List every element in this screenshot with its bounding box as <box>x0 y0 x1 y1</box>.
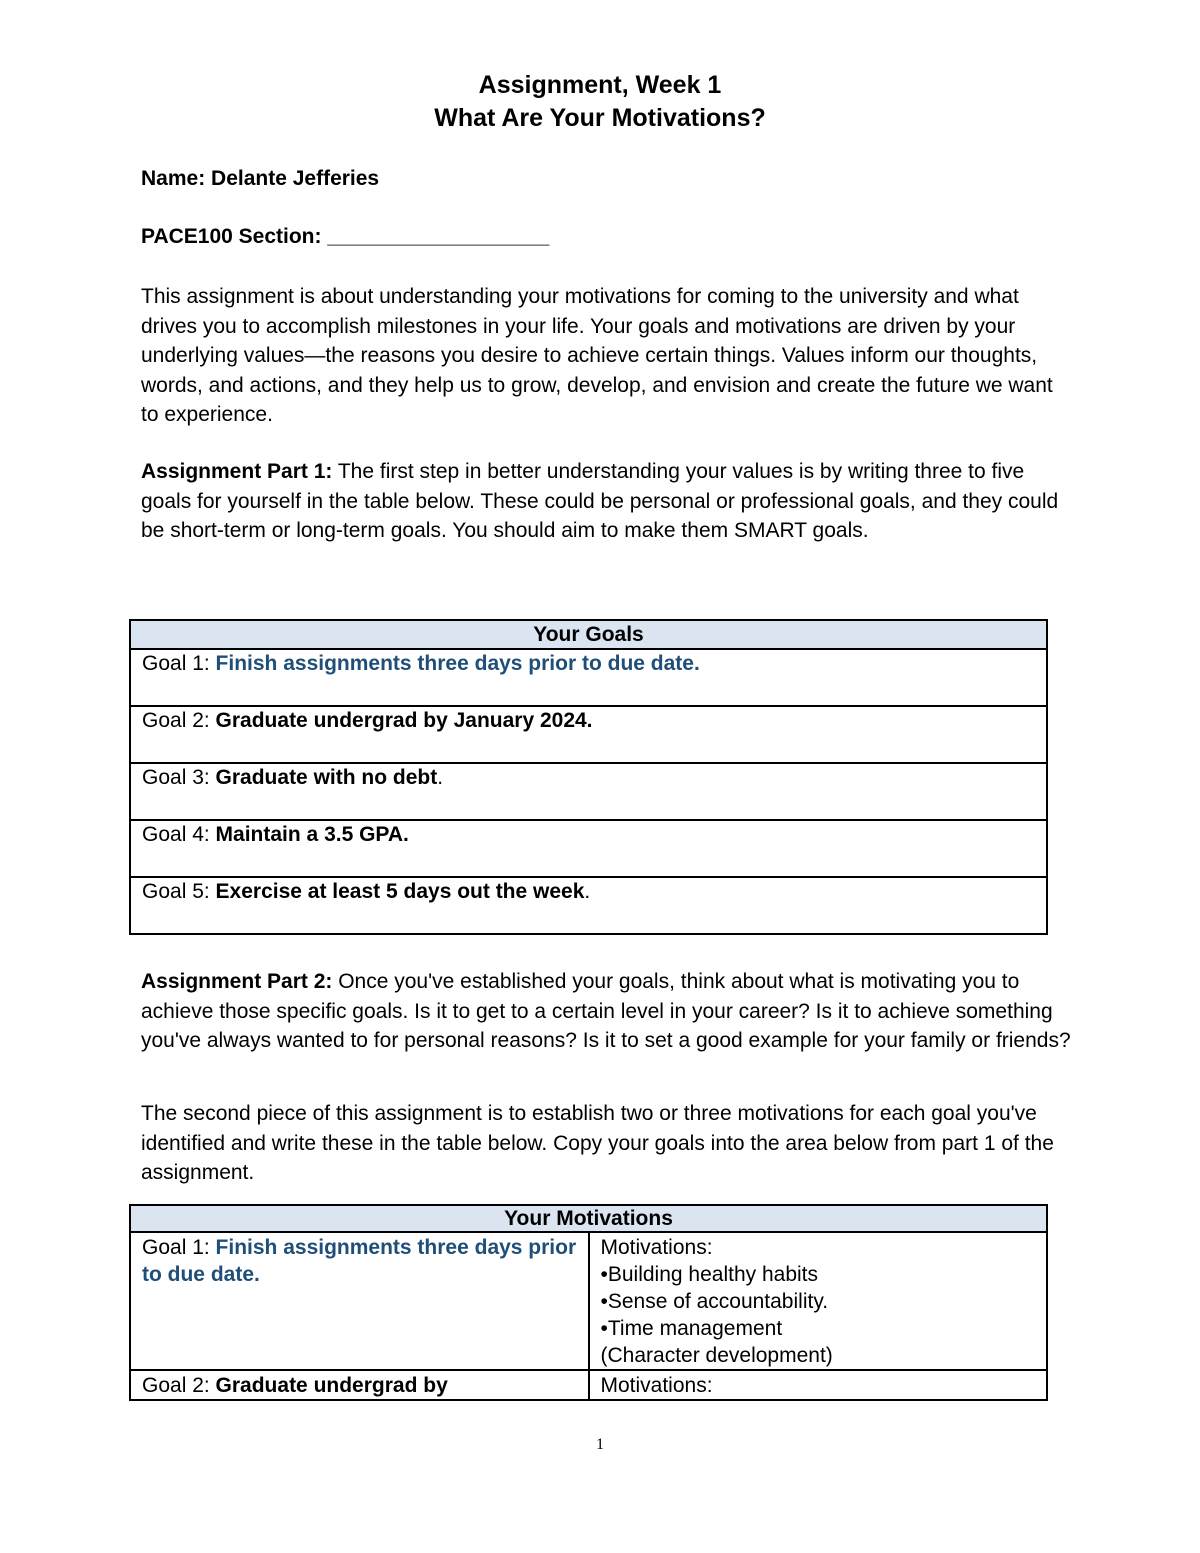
goal-1-text: Finish assignments three days prior to due date. <box>215 652 700 675</box>
motivation-goal-2 <box>130 1370 589 1400</box>
goal-4-prefix: Goal 4: <box>142 823 216 846</box>
section-field <box>141 225 549 249</box>
goal-5-suffix: . <box>584 880 591 903</box>
motivation-goal-1-prefix: Goal 1: <box>142 1236 216 1259</box>
goal-5-text: Exercise at least 5 days out the week <box>215 880 585 903</box>
goal-5-prefix: Goal 5: <box>142 880 216 903</box>
part2-paragraph <box>141 967 1071 1056</box>
motivations-table <box>129 1204 1048 1401</box>
motivation-list-2 <box>589 1370 1048 1400</box>
title-line-2: What Are Your Motivations? <box>434 104 766 132</box>
goal-row-1 <box>130 649 1047 706</box>
motivation-item: (Character development) <box>600 1344 833 1367</box>
goal-row-2 <box>130 706 1047 763</box>
part2-paragraph-2: The second piece of this assignment is to establish two or three motivations for each goal you've identified and write these in the table below. Copy your goals into the area below from part 1 of the assignment. <box>141 1102 1054 1184</box>
goals-table-header: Your Goals <box>130 620 1047 649</box>
section-label: PACE100 Section: <box>141 225 328 248</box>
part1-paragraph <box>141 457 1071 546</box>
goal-1-prefix: Goal 1: <box>142 652 216 675</box>
motivation-item: •Building healthy habits <box>600 1263 818 1286</box>
part2-label: Assignment Part 2: <box>141 970 333 993</box>
title-line-1: Assignment, Week 1 <box>478 71 722 99</box>
goal-4-text: Maintain a 3.5 GPA. <box>215 823 409 846</box>
name-label: Name: <box>141 167 212 190</box>
motivation-item: •Sense of accountability. <box>600 1290 829 1313</box>
intro-paragraph: This assignment is about understanding your motivations for coming to the university and what drives you to accomplish milestones in your life. Your goals and motivations are driven by your underlying values—the reasons you desire to achieve certain things. Values inform our thoughts, words, and actions, and they help us to grow, develop, and envision and create the future we want to experience. <box>141 285 1053 426</box>
motivation-row-2 <box>130 1370 1047 1400</box>
name-field <box>141 167 379 191</box>
goal-3-suffix: . <box>437 766 444 789</box>
goal-3-prefix: Goal 3: <box>142 766 216 789</box>
goal-row-4 <box>130 820 1047 877</box>
motivations-label: Motivations: <box>600 1374 713 1397</box>
part2-text: Once you've established your goals, think about what is motivating you to achieve those specific goals. Is it to get to a certain level in your career? Is it to achieve something you've always wanted to for personal reasons? Is it to set a good example for your family or friends? <box>141 970 1071 1052</box>
part1-label: Assignment Part 1: <box>141 460 333 483</box>
section-blank: ___________________ <box>327 225 550 248</box>
motivation-row-1 <box>130 1232 1047 1370</box>
goals-table <box>129 619 1048 935</box>
goal-2-prefix: Goal 2: <box>142 709 216 732</box>
motivation-list-1 <box>589 1232 1048 1370</box>
motivations-table-header: Your Motivations <box>130 1205 1047 1232</box>
motivation-goal-1-text: Finish assignments three days prior to due date. <box>142 1236 577 1286</box>
goal-row-3 <box>130 763 1047 820</box>
motivation-goal-2-text: Graduate undergrad by <box>215 1374 448 1397</box>
page-number: 1 <box>596 1436 604 1453</box>
motivations-label: Motivations: <box>600 1236 713 1259</box>
goal-3-text: Graduate with no debt <box>215 766 438 789</box>
goal-2-text: Graduate undergrad by January 2024. <box>215 709 593 732</box>
name-value: Delante Jefferies <box>211 167 380 190</box>
motivation-goal-2-prefix: Goal 2: <box>142 1374 216 1397</box>
goal-row-5 <box>130 877 1047 934</box>
motivation-item: •Time management <box>600 1317 783 1340</box>
motivation-goal-1 <box>130 1232 589 1370</box>
part1-text: The first step in better understanding your values is by writing three to five goals for yourself in the table below. These could be personal or professional goals, and they could be short-term or long-term goals. You should aim to make them SMART goals. <box>141 460 1059 542</box>
